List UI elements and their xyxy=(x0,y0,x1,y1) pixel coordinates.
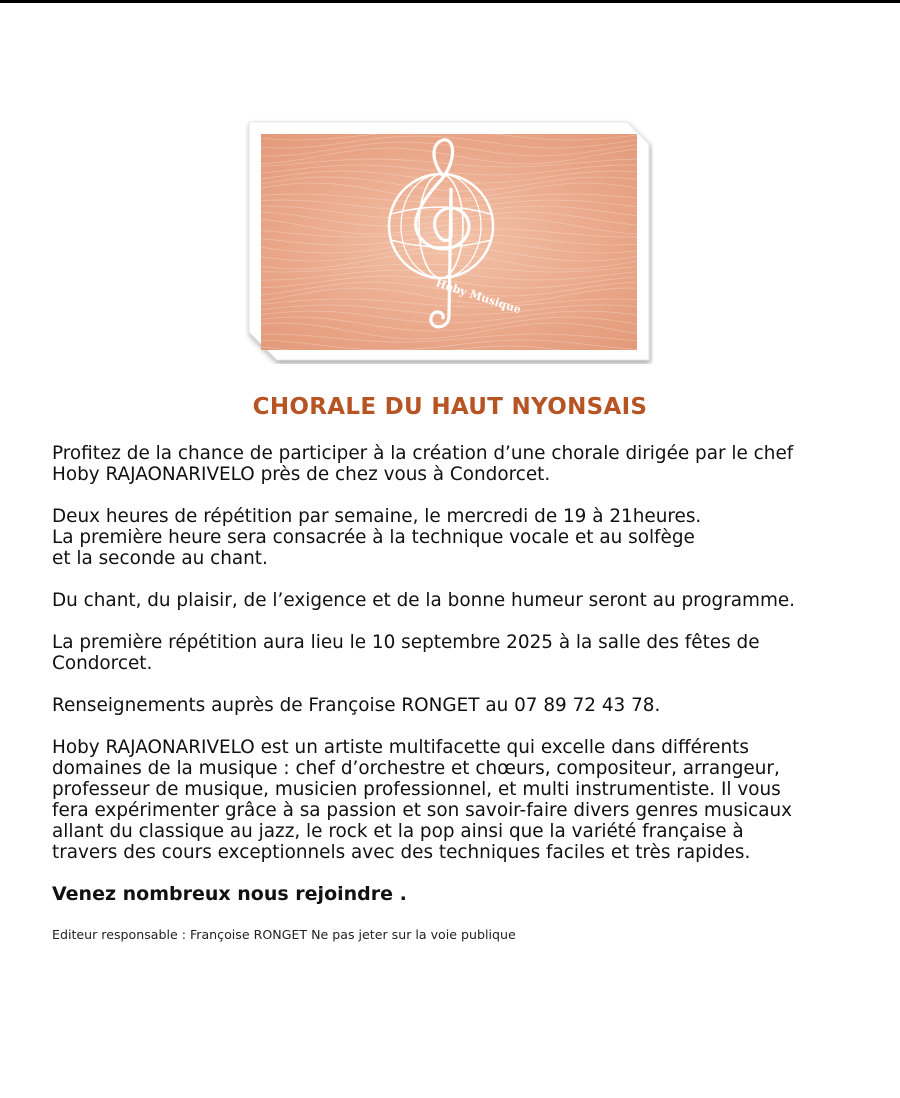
footer-note: Editeur responsable : Françoise RONGET Ne pas jeter sur la voie publique xyxy=(52,927,516,942)
text-line: Hoby RAJAONARIVELO est un artiste multifacette qui excelle dans différents xyxy=(52,737,749,758)
text-line: Condorcet. xyxy=(52,653,153,674)
text-line: Profitez de la chance de participer à la création d’une chorale dirigée par le chef xyxy=(52,443,794,464)
text-line: Renseignements auprès de Françoise RONGET au 07 89 72 43 78. xyxy=(52,695,661,716)
paragraph xyxy=(52,590,872,611)
paragraph xyxy=(52,632,872,674)
text-line: fera expérimenter grâce à sa passion et son savoir-faire divers genres musicaux xyxy=(52,800,793,821)
logo-graphic xyxy=(245,118,653,364)
text-line: professeur de musique, musicien professionnel, et multi instrumentiste. Il vous xyxy=(52,779,781,800)
text-line: travers des cours exceptionnels avec des techniques faciles et très rapides. xyxy=(52,842,751,863)
text-line: Hoby RAJAONARIVELO près de chez vous à Condorcet. xyxy=(52,464,551,485)
paragraph xyxy=(52,506,872,569)
document-body xyxy=(52,443,872,943)
text-line: et la seconde au chant. xyxy=(52,548,268,569)
call-to-action: Venez nombreux nous rejoindre . xyxy=(52,883,407,905)
page-title: CHORALE DU HAUT NYONSAIS xyxy=(252,394,648,420)
text-line: domaines de la musique : chef d’orchestre et chœurs, compositeur, arrangeur, xyxy=(52,758,780,779)
logo-text: Hoby Musique xyxy=(434,276,523,317)
hoby-musique-logo xyxy=(245,118,653,364)
top-border xyxy=(0,0,900,3)
text-line: allant du classique au jazz, le rock et la pop ainsi que la variété française à xyxy=(52,821,744,842)
text-line: Du chant, du plaisir, de l’exigence et de la bonne humeur seront au programme. xyxy=(52,590,796,611)
text-line: Deux heures de répétition par semaine, le mercredi de 19 à 21heures. xyxy=(52,506,702,527)
paragraph xyxy=(52,695,872,716)
paragraph xyxy=(52,443,872,485)
text-line: La première heure sera consacrée à la technique vocale et au solfège xyxy=(52,527,695,548)
text-line: La première répétition aura lieu le 10 septembre 2025 à la salle des fêtes de xyxy=(52,632,760,653)
paragraph xyxy=(52,737,872,863)
